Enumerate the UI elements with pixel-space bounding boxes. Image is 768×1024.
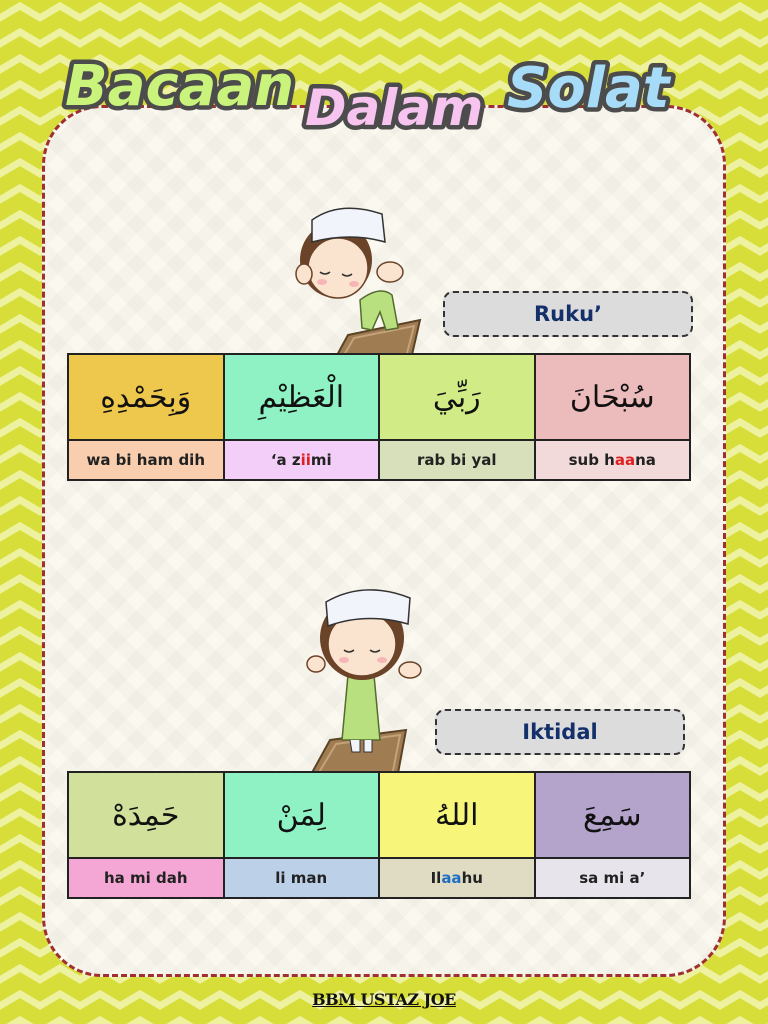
iktidal-roman-3: Il aa hu (380, 859, 534, 897)
ruku-arabic-3: رَبِّيَ (380, 355, 534, 439)
iktidal-roman-4: sa mi a’ (536, 859, 690, 897)
iktidal-arabic-3: اللهُ (380, 773, 534, 857)
page-title (55, 25, 735, 140)
ruku-table (67, 353, 691, 481)
ruku-roman-2: ‘a z ii mi (225, 441, 379, 479)
ruku-label: Ruku’ (443, 291, 693, 337)
ruku-roman-4: sub h aa na (536, 441, 690, 479)
title-word-3: Solat (507, 56, 670, 121)
boy-iktidal-illustration (300, 580, 430, 785)
iktidal-table (67, 771, 691, 899)
ruku-arabic-4: سُبْحَانَ (536, 355, 690, 439)
ruku-roman-1: wa bi ham dih (69, 441, 223, 479)
iktidal-arabic-4: سَمِعَ (536, 773, 690, 857)
ruku-arabic-2: الْعَظِيْمِ (225, 355, 379, 439)
footer-credit: BBM USTAZ JOE (312, 990, 456, 1009)
iktidal-arabic-2: لِمَنْ (225, 773, 379, 857)
ruku-arabic-1: وَبِحَمْدِهِ (69, 355, 223, 439)
title-word-1: Bacaan (65, 54, 295, 119)
iktidal-roman-2: li man (225, 859, 379, 897)
iktidal-arabic-1: حَمِدَهْ (69, 773, 223, 857)
boy-ruku-illustration (290, 190, 430, 375)
iktidal-roman-1: ha mi dah (69, 859, 223, 897)
title-word-2: Dalam (305, 79, 484, 137)
ruku-roman-3: rab bi yal (380, 441, 534, 479)
iktidal-label: Iktidal (435, 709, 685, 755)
